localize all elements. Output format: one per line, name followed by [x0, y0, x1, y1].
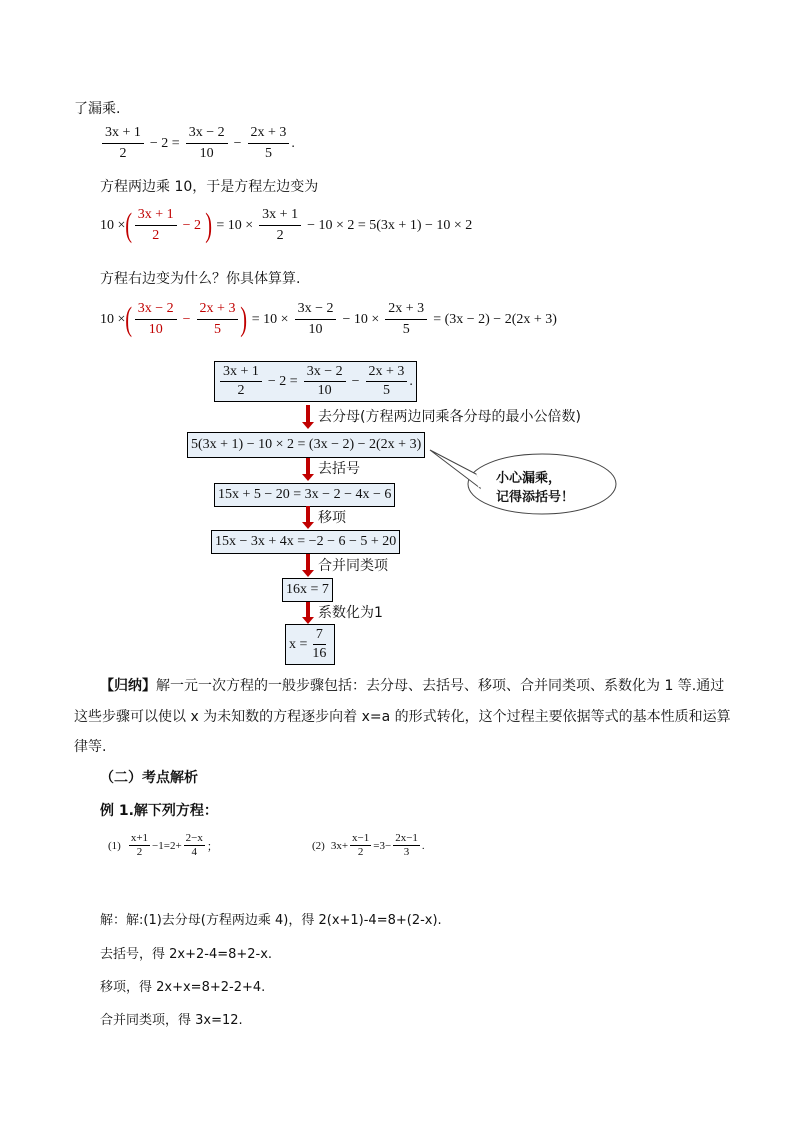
step-remove-brackets: 去括号: [318, 461, 360, 477]
section-heading: （二）考点解析: [100, 770, 198, 786]
summary-line-1: 【归纳】解一元一次方程的一般步骤包括：去分母、去括号、移项、合并同类项、系数化为 1 等.通过: [100, 678, 725, 694]
step-combine-like-terms: 合并同类项: [318, 558, 388, 574]
flow-box-equation: $\frac{3x + 1}{2}$ − 2 = $\frac{3x - 2}{10}$ − $\frac{2x + 3}{5}$ .: [214, 361, 417, 402]
equation-left-side: 10 × ( $\frac{3x + 1}{2}$ − 2 ) = 10 × $\frac{3x + 1}{2}$ − 10 × 2 = 5(3x + 1) − 10 × 2: [100, 206, 473, 244]
multiply-note: 方程两边乘 10，于是方程左边变为: [100, 179, 319, 195]
flow-arrow-3: [306, 506, 310, 523]
equation-original: $\frac{3x + 1}{2}$ − 2 = $\frac{3x - 2}{10}$ − $\frac{2x + 3}{5}$ .: [100, 124, 295, 163]
step-remove-denominator: 去分母(方程两边同乘各分母的最小公倍数): [318, 409, 581, 425]
flow-arrow-2: [306, 458, 310, 475]
example-title: 例 1.解下列方程：: [100, 803, 218, 819]
summary-line-2: 这些步骤可以使以 x 为未知数的方程逐步向着 x=a 的形式转化，这个过程主要依据等式的基本性质和运算: [74, 709, 731, 725]
solution-line-3: 移项，得 2x+x=8+2-2+4.: [100, 980, 266, 995]
callout-text-1: 小心漏乘，: [496, 471, 562, 486]
right-side-question: 方程右边变为什么？你具体算算.: [100, 271, 301, 287]
flow-box-step1: 5(3x + 1) − 10 × 2 = (3x − 2) − 2(2x + 3): [187, 432, 425, 458]
equation-right-side: 10 × ( $\frac{3x - 2}{10}$ − $\frac{2x + 3}{5}$ ) = 10 × $\frac{3x - 2}{10}$ − 10 × $\frac{2x + 3}{5}$ = (3x − 2) − 2(2x + 3): [100, 300, 557, 338]
flow-box-solution: x = $\frac{7}{16}$: [285, 624, 335, 665]
flow-box-step2: 15x + 5 − 20 = 3x − 2 − 4x − 6: [214, 483, 395, 507]
step-coefficient-to-one: 系数化为1: [318, 605, 383, 621]
flow-arrow-5: [306, 602, 310, 618]
solution-line-2: 去括号，得 2x+2-4=8+2-x.: [100, 947, 273, 962]
step-transpose: 移项: [318, 510, 346, 526]
summary-line-3: 律等.: [74, 739, 107, 755]
intro-text: 了漏乘.: [74, 101, 121, 117]
flow-box-step4: 16x = 7: [282, 578, 333, 602]
flow-arrow-1: [306, 405, 310, 423]
solution-line-1: 解：解:(1)去分母(方程两边乘 4)，得 2(x+1)-4=8+(2-x).: [100, 913, 442, 928]
flow-box-step3: 15x − 3x + 4x = −2 − 6 − 5 + 20: [211, 530, 400, 554]
callout-text-2: 记得添括号！: [496, 490, 575, 505]
solution-line-4: 合并同类项，得 3x=12.: [100, 1013, 243, 1028]
problem-1: (1) $\frac{x+1}{2}$ −1=2+ $\frac{2-x}{4}$ ；: [108, 832, 218, 858]
problem-2: (2) 3x+ $\frac{x-1}{2}$ =3− $\frac{2x-1}{3}$ .: [312, 832, 425, 858]
flow-arrow-4: [306, 554, 310, 571]
